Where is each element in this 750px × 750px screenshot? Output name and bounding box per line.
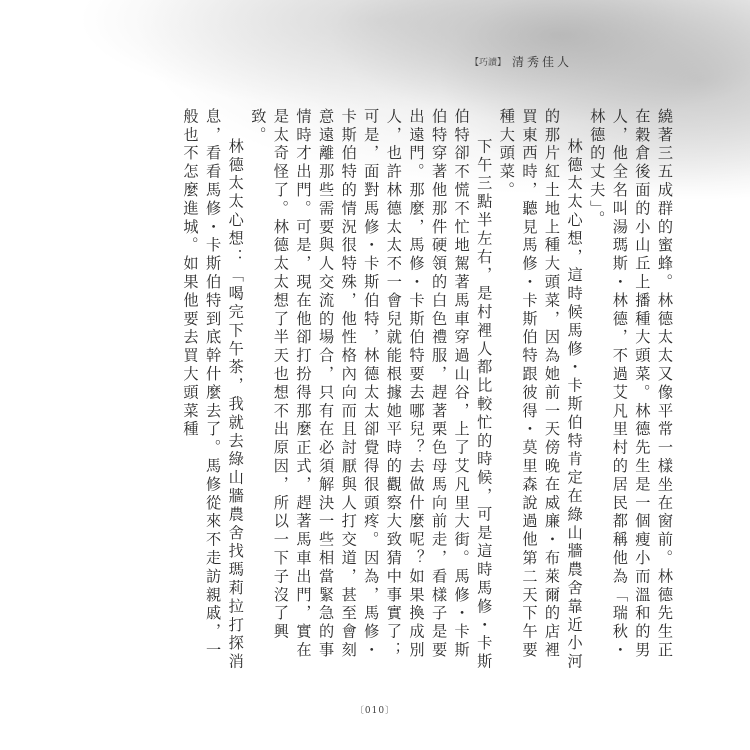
page-number: 〔010〕 [354, 706, 396, 716]
running-header [470, 50, 590, 72]
paragraph: 繞著三五成群的蜜蜂。林德太太又像平常一樣坐在窗前。林德先生正在穀倉後面的小山丘上播種大頭菜。林德先生是一個瘦小而溫和的男人，他全名叫湯瑪斯・林德，不過艾凡里村的居民都稱他為「瑞秋・林德的丈夫」。 [588, 108, 674, 660]
book-title: 清秀佳人 [512, 54, 573, 69]
paragraph: 下午三點半左右，是村裡人都比較忙的時候，可是這時馬修・卡斯伯特卻不慌不忙地駕著馬車穿過山谷，上了艾凡里大街。馬修・卡斯伯特穿著他那件硬領的白色禮服，趕著栗色母馬向前走，看樣子是要出遠門。那麼，馬修・卡斯伯特要去哪兒？去做什麼呢？如果換成別人，也許林德太太不一會兒就能根據她平時的觀察大致猜中事實了；可是，面對馬修・卡斯伯特，林德太太卻覺得很頭疼。因為，馬修・卡斯伯特的情況很特殊，他性格內向而且討厭與人打交道，甚至會刻意遠離那些需要與人交流的場合，只有在必須解決一些相當緊急的事情時才出門。可是，現在他卻打扮得那麼正式，趕著馬車出門，實在是太奇怪了。林德太太想了半天也想不出原因，所以一下子沒了興致。 [249, 108, 494, 672]
paragraph: 林德太太心想：「喝完下午茶，我就去綠山牆農舍找瑪莉拉打探消息，看看馬修・卡斯伯特到底幹什麼去了。馬修從來不走訪親戚，一般也不怎麼進城。如果他要去買大頭菜種 [181, 108, 245, 672]
paragraph: 林德太太心想，這時候馬修・卡斯伯特肯定在綠山牆農舍靠近小河的那片紅土地上種大頭菜，因為她前一天傍晚在威廉・布萊爾的店裡買東西時，聽見馬修・卡斯伯特跟彼得・莫里森說過他第二天下午要種大頭菜。 [497, 108, 584, 672]
section-tag: 【巧讀】 [470, 57, 507, 68]
body-text [181, 108, 676, 673]
